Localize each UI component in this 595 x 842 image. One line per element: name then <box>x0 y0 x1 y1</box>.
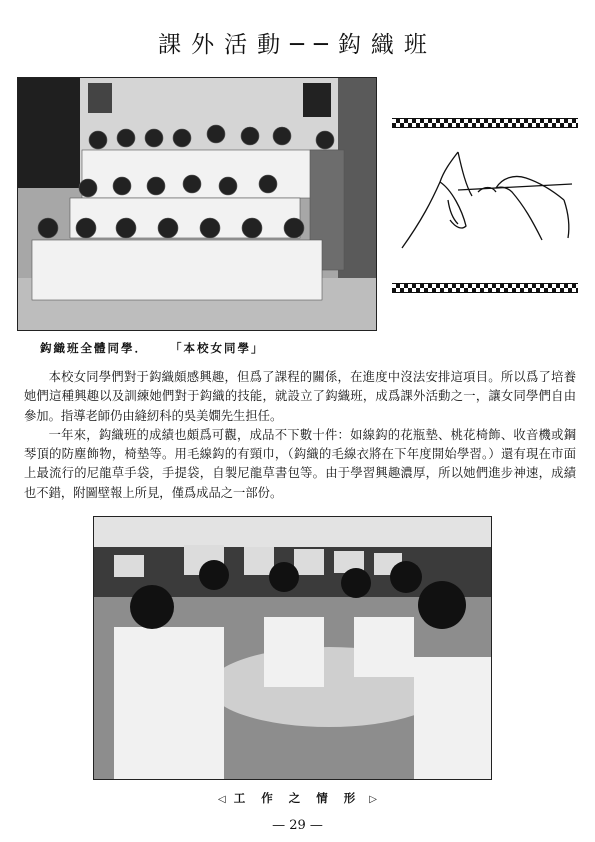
left-triangle-icon: ◁ <box>218 794 226 805</box>
crochet-hands-illustration <box>392 130 578 280</box>
article-body <box>24 368 576 503</box>
page-title: 課外活動──鈎織班 <box>158 32 437 58</box>
top-checker-border <box>392 118 578 128</box>
work-photo-image <box>94 517 491 779</box>
caption-girls-label: 「本校女同學」 <box>170 341 265 355</box>
group-photo-caption <box>40 340 560 356</box>
work-photo-caption <box>0 790 595 806</box>
right-triangle-icon: ▷ <box>369 794 377 805</box>
paragraph-1: 本校女同學們對于鈎織頗感興趣，但爲了課程的關係，在進度中沒法安排這項目。所以爲了培養她們這種興趣以及訓練她們對于鈎織的技能，就設立了鈎織班，成爲課外活動之一，讓女同學們自由參加。指導老師仍由縫紉科的吳美嫺先生担任。 <box>24 370 576 423</box>
group-photo <box>17 77 377 331</box>
work-photo <box>93 516 492 780</box>
work-caption-text: 工 作 之 情 形 <box>233 791 362 805</box>
group-photo-image <box>18 78 376 330</box>
caption-class-label: 鈎織班全體同學． <box>40 341 148 355</box>
paragraph-2: 一年來，鈎織班的成績也頗爲可觀，成品不下數十件：如線鈎的花瓶墊、桃花椅飾、收音機或鋼琴頂的防塵飾物，椅墊等。用毛線鈎的有頸巾，（鈎織的毛線衣將在下年度開始學習。）還有現在市面上最流行的尼龍草手袋，手提袋，自製尼龍草書包等。由于學習興趣濃厚，所以她們進步神速，成績也不錯，附圖壁報上所見，僅爲成品之一部份。 <box>24 427 576 500</box>
page-number: — 29 — <box>272 818 323 833</box>
bottom-checker-border <box>392 283 578 293</box>
